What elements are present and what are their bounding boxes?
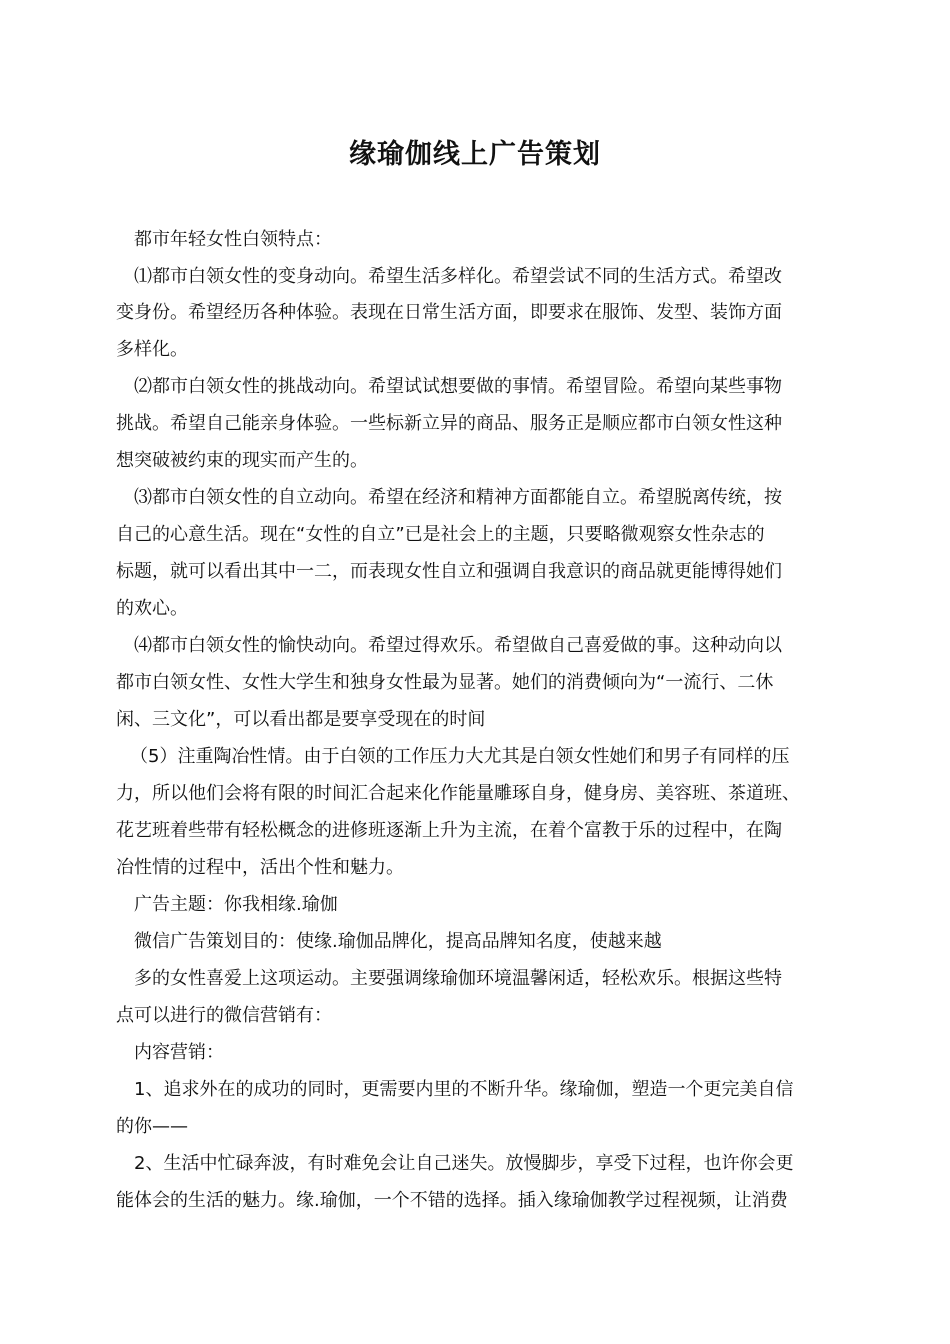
text-line: 冶性情的过程中，活出个性和魅力。: [116, 857, 404, 878]
text-line: ⑴都市白领女性的变身动向。希望生活多样化。希望尝试不同的生活方式。希望改: [134, 266, 782, 287]
text-line: 标题，就可以看出其中一二，而表现女性自立和强调自我意识的商品就更能博得她们: [116, 561, 782, 582]
text-line-characteristics-heading: 都市年轻女性白领特点：: [134, 229, 332, 250]
text-line: 变身份。希望经历各种体验。表现在日常生活方面，即要求在服饰、发型、装饰方面: [116, 302, 782, 323]
text-line: 花艺班着些带有轻松概念的进修班逐渐上升为主流，在着个富教于乐的过程中，在陶: [116, 820, 782, 841]
text-line: ⑷都市白领女性的愉快动向。希望过得欢乐。希望做自己喜爱做的事。这种动向以: [134, 635, 782, 656]
text-line: 挑战。希望自己能亲身体验。一些标新立异的商品、服务正是顺应都市白领女性这种: [116, 413, 782, 434]
text-line: 点可以进行的微信营销有：: [116, 1005, 332, 1026]
text-line: （5）注重陶冶性情。由于白领的工作压力大尤其是白领女性她们和男子有同样的压: [130, 746, 790, 767]
text-line: 想突破被约束的现实而产生的。: [116, 450, 368, 471]
text-line: 都市白领女性、女性大学生和独身女性最为显著。她们的消费倾向为“一流行、二休: [116, 672, 774, 693]
text-line: 能体会的生活的魅力。缘.瑜伽，一个不错的选择。插入缘瑜伽教学过程视频，让消费: [116, 1190, 788, 1211]
text-line: 1、追求外在的成功的同时，更需要内里的不断升华。缘瑜伽，塑造一个更完美自信: [134, 1079, 794, 1100]
text-line-ad-purpose: 微信广告策划目的：使缘.瑜伽品牌化，提高品牌知名度，使越来越: [134, 931, 662, 952]
text-line-content-marketing: 内容营销：: [134, 1042, 224, 1063]
text-line: 力，所以他们会将有限的时间汇合起来化作能量雕琢自身，健身房、美容班、茶道班、: [116, 783, 800, 804]
text-line: 的欢心。: [116, 598, 188, 619]
text-line: 自己的心意生活。现在“女性的自立”已是社会上的主题，只要略微观察女性杂志的: [116, 524, 765, 545]
document-title: 缘瑜伽线上广告策划: [349, 139, 601, 170]
text-line: 闲、三文化”，可以看出都是要享受现在的时间: [116, 709, 486, 730]
text-line: 多的女性喜爱上这项运动。主要强调缘瑜伽环境温馨闲适，轻松欢乐。根据这些特: [134, 968, 782, 989]
text-line: ⑵都市白领女性的挑战动向。希望试试想要做的事情。希望冒险。希望向某些事物: [134, 376, 782, 397]
text-line: 2、生活中忙碌奔波，有时难免会让自己迷失。放慢脚步，享受下过程，也许你会更: [134, 1153, 794, 1174]
text-line: ⑶都市白领女性的自立动向。希望在经济和精神方面都能自立。希望脱离传统，按: [134, 487, 782, 508]
text-line: 多样化。: [116, 339, 188, 360]
text-line: 的你——: [116, 1116, 188, 1137]
text-line-ad-theme: 广告主题：你我相缘.瑜伽: [134, 894, 338, 915]
